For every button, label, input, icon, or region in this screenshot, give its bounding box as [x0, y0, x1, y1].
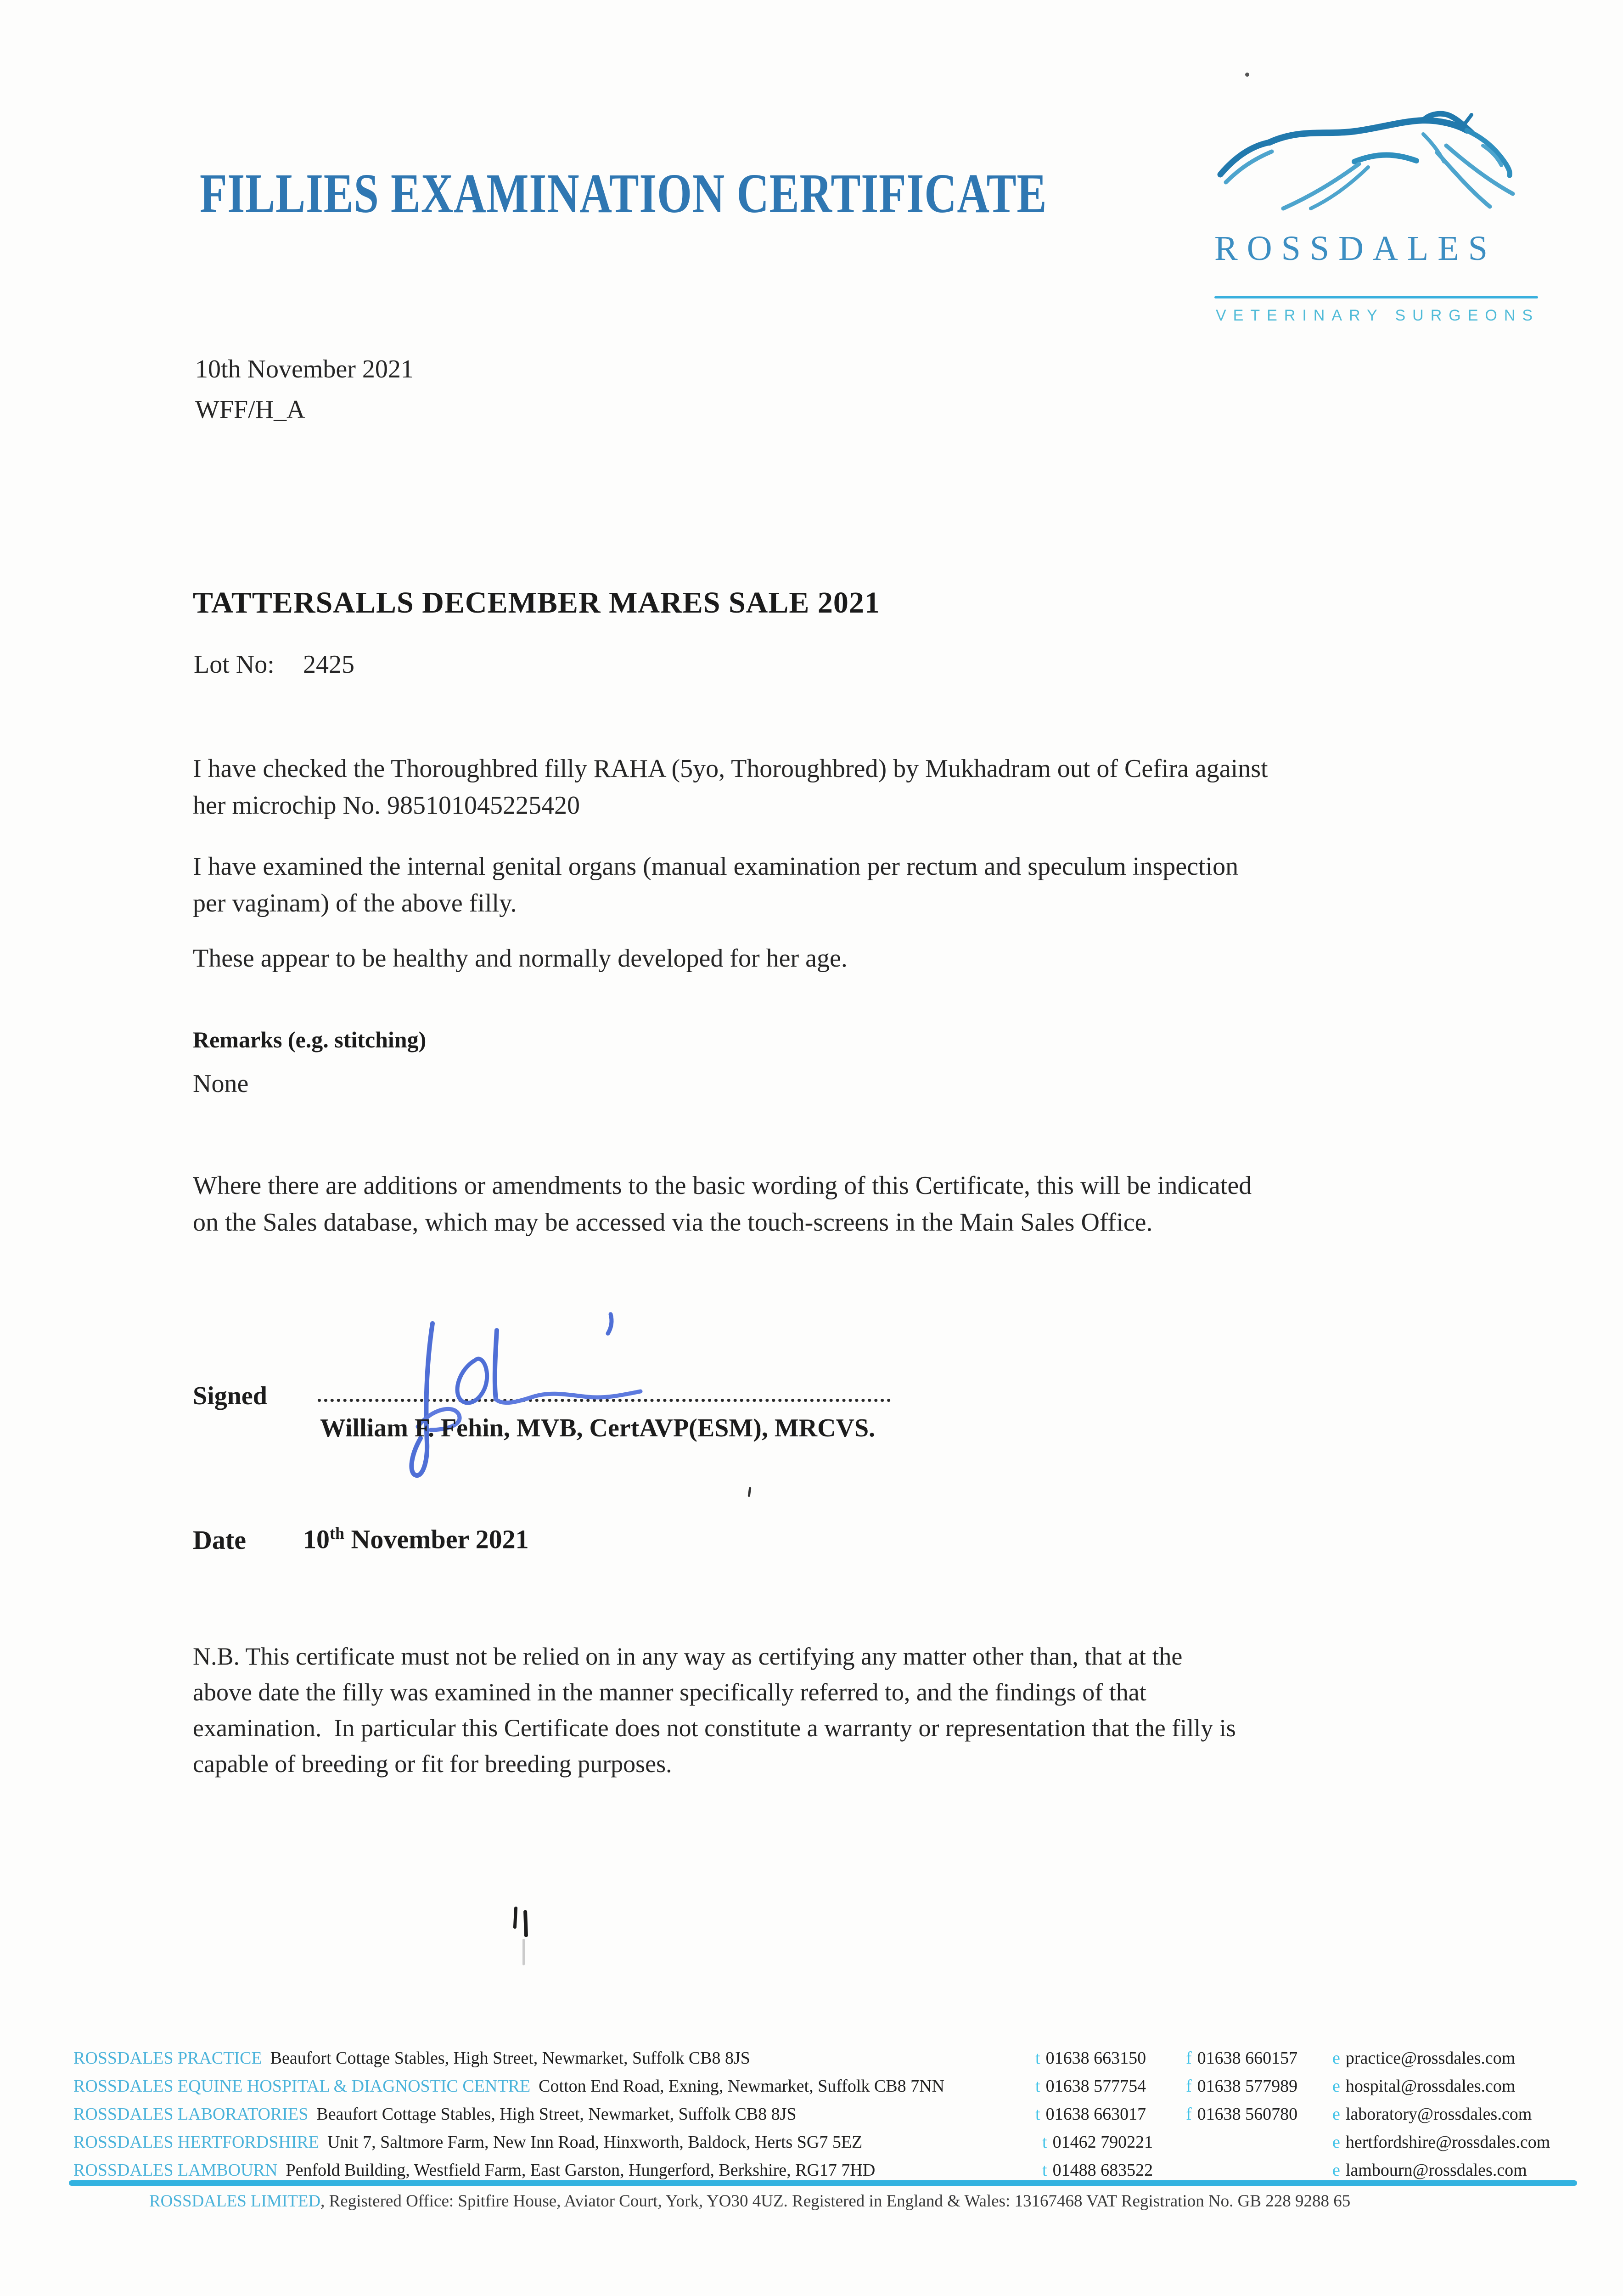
footer-location-label: ROSSDALES LAMBOURN	[73, 2161, 278, 2180]
paragraph-healthy: These appear to be healthy and normally developed for her age.	[193, 944, 848, 973]
footer-email: e laboratory@rossdales.com	[1332, 2105, 1532, 2124]
company-registration	[149, 2191, 1350, 2211]
letter-date: 10th November 2021	[195, 355, 414, 383]
email-icon: e	[1332, 2161, 1340, 2180]
footer-fax: f 01638 577989	[1186, 2077, 1298, 2096]
nb-note-line4: capable of breeding or fit for breeding purposes.	[193, 1750, 672, 1778]
company-name: ROSSDALES LIMITED	[149, 2192, 321, 2211]
tel-icon: t	[1035, 2105, 1040, 2124]
remarks-value: None	[193, 1069, 249, 1098]
signed-label: Signed	[193, 1382, 267, 1410]
footer-email: e lambourn@rossdales.com	[1332, 2161, 1527, 2180]
logo-wordmark: ROSSDALES	[1214, 229, 1497, 268]
footer-row-hospital	[73, 2076, 1589, 2100]
amendments-note-line1: Where there are additions or amendments to the basic wording of this Certificate, this will be indicated	[193, 1171, 1252, 1200]
fax-icon: f	[1186, 2105, 1192, 2124]
signature-ink	[390, 1310, 657, 1493]
rossdales-horse-logo-icon	[1207, 102, 1543, 212]
footer-email: e hertfordshire@rossdales.com	[1332, 2133, 1550, 2152]
ink-mark	[523, 1910, 528, 1937]
ink-smudge	[522, 1939, 525, 1965]
footer-rule	[69, 2180, 1577, 2186]
fax-icon: f	[1186, 2077, 1192, 2096]
footer-location-address: Penfold Building, Westfield Farm, East Garston, Hungerford, Berkshire, RG17 7HD	[286, 2161, 876, 2180]
footer-location-label: ROSSDALES LABORATORIES	[73, 2105, 309, 2124]
tel-icon: t	[1042, 2133, 1047, 2152]
footer-phone: t 01462 790221	[1042, 2133, 1153, 2152]
paragraph-examined-line2: per vaginam) of the above filly.	[193, 889, 517, 917]
footer-location-address: Beaufort Cottage Stables, High Street, Newmarket, Suffolk CB8 8JS	[270, 2048, 750, 2068]
footer-phone: t 01638 663150	[1035, 2048, 1146, 2068]
footer-row-hertfordshire	[73, 2132, 1589, 2156]
date-day: 10	[303, 1524, 330, 1554]
amendments-note-line2: on the Sales database, which may be accessed via the touch-screens in the Main Sales Office.	[193, 1208, 1153, 1237]
footer-location-label: ROSSDALES EQUINE HOSPITAL & DIAGNOSTIC CENTRE	[73, 2077, 531, 2096]
footer-location-label: ROSSDALES HERTFORDSHIRE	[73, 2133, 320, 2152]
nb-note-line2: above date the filly was examined in the manner specifically referred to, and the findings of that	[193, 1678, 1146, 1706]
footer-location-address: Unit 7, Saltmore Farm, New Inn Road, Hinxworth, Baldock, Herts SG7 5EZ	[327, 2133, 863, 2152]
paragraph-checked-line1: I have checked the Thoroughbred filly RAHA (5yo, Thoroughbred) by Mukhadram out of Cefira against	[193, 754, 1268, 783]
tel-icon: t	[1035, 2077, 1040, 2096]
footer-email: e hospital@rossdales.com	[1332, 2077, 1516, 2096]
date-ordinal: th	[330, 1524, 345, 1542]
email-icon: e	[1332, 2077, 1340, 2096]
tel-icon: t	[1035, 2048, 1040, 2068]
email-icon: e	[1332, 2105, 1340, 2124]
tel-icon: t	[1042, 2161, 1047, 2180]
footer-location-address: Beaufort Cottage Stables, High Street, Newmarket, Suffolk CB8 8JS	[316, 2105, 797, 2124]
footer-fax: f 01638 660157	[1186, 2048, 1298, 2068]
remarks-heading: Remarks (e.g. stitching)	[193, 1027, 427, 1052]
signatory-name: William F. Fehin, MVB, CertAVP(ESM), MRCVS.	[320, 1414, 876, 1442]
email-icon: e	[1332, 2133, 1340, 2152]
lot-label: Lot No:	[194, 650, 275, 679]
date-label: Date	[193, 1525, 246, 1555]
footer-fax: f 01638 560780	[1186, 2105, 1298, 2124]
footer-row-laboratories	[73, 2104, 1589, 2128]
date-rest: November 2021	[344, 1524, 529, 1554]
logo-subtitle: VETERINARY SURGEONS	[1216, 307, 1540, 324]
lot-number: 2425	[303, 650, 354, 679]
company-registration-text: , Registered Office: Spitfire House, Aviator Court, York, YO30 4UZ. Registered in England & Wales: 13167468 VAT Registration No. GB 228 9288 65	[320, 2192, 1351, 2211]
fax-icon: f	[1186, 2048, 1192, 2068]
nb-note-line1: N.B. This certificate must not be relied on in any way as certifying any matter other than, that at the	[193, 1643, 1183, 1670]
logo-divider	[1214, 296, 1538, 298]
footer-location-address: Cotton End Road, Exning, Newmarket, Suffolk CB8 7NN	[539, 2077, 944, 2096]
scan-speck	[1245, 73, 1249, 77]
footer-phone: t 01638 577754	[1035, 2077, 1146, 2096]
scan-tick	[747, 1487, 751, 1497]
nb-note-line3: examination. In particular this Certificate does not constitute a warranty or representation that the filly is	[193, 1714, 1236, 1742]
date-value	[303, 1524, 529, 1554]
footer-row-practice	[73, 2048, 1589, 2072]
footer-phone: t 01488 683522	[1042, 2161, 1153, 2180]
ink-mark	[513, 1907, 518, 1929]
page-title: FILLIES EXAMINATION CERTIFICATE	[200, 163, 1047, 225]
footer-email: e practice@rossdales.com	[1332, 2048, 1516, 2068]
footer-location-label: ROSSDALES PRACTICE	[73, 2048, 262, 2068]
paragraph-examined-line1: I have examined the internal genital organs (manual examination per rectum and speculum inspection	[193, 852, 1239, 881]
email-icon: e	[1332, 2048, 1340, 2068]
footer-phone: t 01638 663017	[1035, 2105, 1146, 2124]
paragraph-checked-line2: her microchip No. 985101045225420	[193, 791, 580, 820]
reference-code: WFF/H_A	[195, 395, 305, 424]
sale-heading: TATTERSALLS DECEMBER MARES SALE 2021	[193, 586, 880, 619]
